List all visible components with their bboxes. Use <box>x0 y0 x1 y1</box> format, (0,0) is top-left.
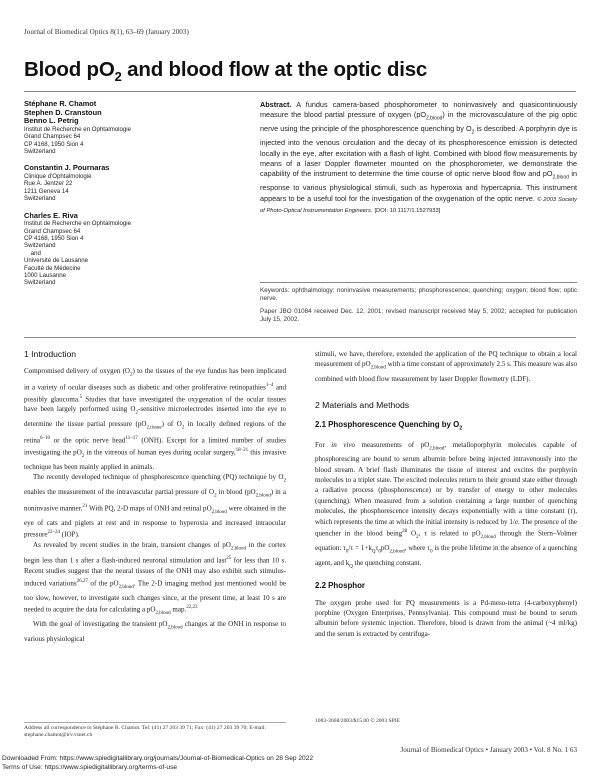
abstract-doi: [DOI: 10.1117/1.1527933] <box>374 207 441 214</box>
journal-header: Journal of Biomedical Optics 8(1), 63–69 (January 2003) <box>24 28 189 36</box>
author-affiliation-line: Grand Champsec 64 <box>24 133 81 141</box>
copyright-line: 1083-3668/2003/$15.00 © 2003 SPIE <box>315 718 401 724</box>
paragraph: The oxygen probe used for PQ measurements is a Pd-meso-tetra (4-carboxyphenyl) porphine (Oxygen Enterprises, Pennsylvania). This compound must be bound to serum albumin before systemic injection. Therefore, blood is drawn from the animal (~4 ml/kg) and the serum is extracted by centrifuga- <box>315 598 577 638</box>
paragraph: As revealed by recent studies in the brain, transient changes of $pO_{2,blood}$ in the cortex begin less than 1 s after a flash-induced neuronal stimulation and last$^{25}$ for less than 10 s. Recent studies suggest that the neural tissues of the ONH may also exhibit such stimulus-induced variations$^{26,27}$ of the $pO_{2,blood}$. The 2-D imaging method just mentioned would be too slow, however, to investigate such changes since, at the present time, at least 10 s are needed to acquire the data for calculating a $pO_{2,blood}$ map.$^{22,23}$ <box>24 540 286 616</box>
author-affiliation-line: Institut de Recherche en Ophtalmologie <box>24 220 132 228</box>
subsection-heading-phosphor: 2.2 Phosphor <box>315 581 365 591</box>
paragraph: Compromised delivery of oxygen $(O_2)$ to the tissues of the eye fundus has been implicated in a variety of ocular diseases such as diabetic and other proliferative retinopathies$^{1-4}$ and possibly glaucoma.$^5$ Studies that have investigated the oxygenation of the ocular tissues have been largely performed using $O_2$-sensitive microelectrodes inserted into the eye to determine the tissue partial pressure $(pO_{2,tissue})$ of $O_2$ in locally defined regions of the retina$^{6-10}$ or the optic nerve head$^{11-17}$ (ONH). Except for a limited number of studies investigating the $pO_2$ in the vitreous of human eyes during ocular surgery,$^{18-21}$ this invasive technique has been mainly applied in animals. <box>24 367 287 471</box>
section-heading-introduction: 1 Introduction <box>24 349 77 359</box>
author-name: Charles E. Riva <box>24 210 78 220</box>
footnote-rule <box>24 722 286 723</box>
author-affiliation-line: Clinique d'Ophtalmologie <box>24 173 92 180</box>
abstract-copyright: © 2003 Society of Photo-Optical Instrumentation Engineers. <box>260 196 578 214</box>
author-affiliation-line: CP 4168, 1950 Sion 4 <box>24 140 84 148</box>
author-name: Constantin J. Pournaras <box>24 163 110 173</box>
paragraph: With the goal of investigating the transient $pO_{2,blood}$ changes at the ONH in response to various physiological <box>24 620 286 643</box>
author-affiliation-line: Université de Lausanne <box>24 257 89 265</box>
title-rule <box>24 91 576 92</box>
author-affiliation-line: Grand Champsec 64 <box>24 227 81 235</box>
author-affiliation-line: Rue A. Jentzer 22 <box>24 180 73 188</box>
keywords: Keywords: ophthalmology; noninvasive measurements; phosphorescence; quenching; oxygen; blood flow; optic nerve. <box>260 287 577 303</box>
author-affiliation-line: and <box>24 249 41 257</box>
paragraph: stimuli, we have, therefore, extended the application of the PQ technique to obtain a local measurement of $pO_{2,blood}$ with a time constant of approximately 2.5 s. This measure was also combined with blood flow measurement by laser Doppler flowmetry (LDF). <box>315 350 577 384</box>
abstract-rule <box>260 282 577 283</box>
author-affiliation-line: Switzerland <box>24 195 56 203</box>
author-name: Stephen D. Cranstoun <box>24 107 102 117</box>
terms-line: Terms of Use: https://www.spiedigitallibrary.org/terms-of-use <box>2 764 178 771</box>
author-name: Benno L. Petrig <box>24 116 79 126</box>
author-affiliation-line: Switzerland <box>24 279 56 287</box>
page-footer: Journal of Biomedical Optics • January 2003 • Vol. 8 No. 1 63 <box>400 746 577 754</box>
author-affiliation-line: 1000 Lausanne <box>24 272 67 280</box>
author-affiliation-line: 1211 Geneva 14 <box>24 187 69 195</box>
section-heading-methods: 2 Materials and Methods <box>315 400 410 411</box>
author-affiliation-line: Institut de Recherche en Ophtalmologie <box>24 125 132 133</box>
author-name: Stéphane R. Chamot <box>24 99 97 108</box>
author-affiliation-line: CP 4168, 1950 Sion 4 <box>24 235 84 243</box>
paragraph: The recently developed technique of phosphorescence quenching (PQ) technique by $O_2$ enables the measurement of the intravascular partial pressure of $O_2$ in blood $(pO_{2,blood})$ in a noninvasive manner.$^{21}$ With PQ, 2-D maps of ONH and retinal $pO_{2,blood}$ were obtained in the eye of cats and piglets at rest and in response to hyperoxia and increased intraocular pressure$^{22-24}$ (IOP). <box>24 473 286 539</box>
download-line: Downloaded From: https://www.spiedigitallibrary.org/journals/Journal-of-Biomedical-Optics on 28 Sep 2022 <box>2 755 314 762</box>
author-affiliation-line: Switzerland <box>24 242 56 250</box>
author-affiliation-line: Switzerland <box>24 148 56 155</box>
paper-title: Blood $pO_2$ and blood flow at the optic disc <box>24 58 428 85</box>
subsection-heading-pq: 2.1 Phosphorescence Quenching by $O_2$ <box>315 419 463 432</box>
right-column <box>315 349 577 639</box>
correspondence-footnote: Address all correspondence to Stéphane R. Chamot. Tel: (41) 27 203 39 71; Fax: (41) 27 203 39 70; E-mail: stephane.chamot@irv.vsnet.ch <box>24 725 267 739</box>
abstract: Abstract. A fundus camera-based phosphorometer to noninvasively and quasicontinuously measure the blood partial pressure of oxygen $(pO_{2,blood})$ in the microvasculature of the pig optic nerve using the principle of the phosphorescence quenching by $O_2$ is described. A porphyrin dye is injected into the venous circulation and the decay of its phosphorescence emission is detected locally in the eye, after excitation with a flash of light. Combined with blood flow measurements by means of a laser Doppler flowmeter mounted on the phosphorometer, we demonstrate the capability of the instrument to determine the time course of optic nerve blood flow and $pO_{2,blood}$ in response to various physiological stimuli, such as hyperoxia and hypercapnia. This instrument appears to be a useful tool for the investigation of the oxygenation of the optic nerve. © 2003 Society of Photo-Optical Instrumentation Engineers. [DOI: 10.1117/1.1527933] <box>260 100 578 214</box>
left-column <box>24 349 286 644</box>
section-rule <box>24 337 576 338</box>
author-block <box>24 100 244 296</box>
author-affiliation-line: Faculté de Médecine <box>24 264 81 272</box>
paper-info: Paper JBO 01084 received Dec. 12, 2001; revised manuscript received May 5, 2002; accepted for publication July 15, 2002. <box>260 308 577 324</box>
paragraph: For in vivo measurements of $pO_{2,blood}$, metalloporphyrin molecules capable of phosphorescing are bound to serum albumin before being injected intravenously into the blood stream. A brief flash illuminates the tissue of interest and excites the porphyrin molecules to a triplet state. The excited molecules return to their ground state either through a radiative process (phosphorescence) or by transfer of energy to other molecules (quenching). When measured from a solution containing a large number of quenching molecules, the phosphorescence intensity decays exponentially with a time constant (τ), which represents the time at which the initial intensity is reduced by 1/e. The presence of the quencher in the blood being$^{28}$ $O_2$, τ is related to $pO_{2,blood}$ through the Stern–Volmer equation: $\tau_0/\tau = 1+k_Q\tau_0pO_{2,blood}$, where $\tau_0$ is the probe lifetime in the absence of a quenching agent, and $k_Q$ the quenching constant. <box>315 440 577 570</box>
